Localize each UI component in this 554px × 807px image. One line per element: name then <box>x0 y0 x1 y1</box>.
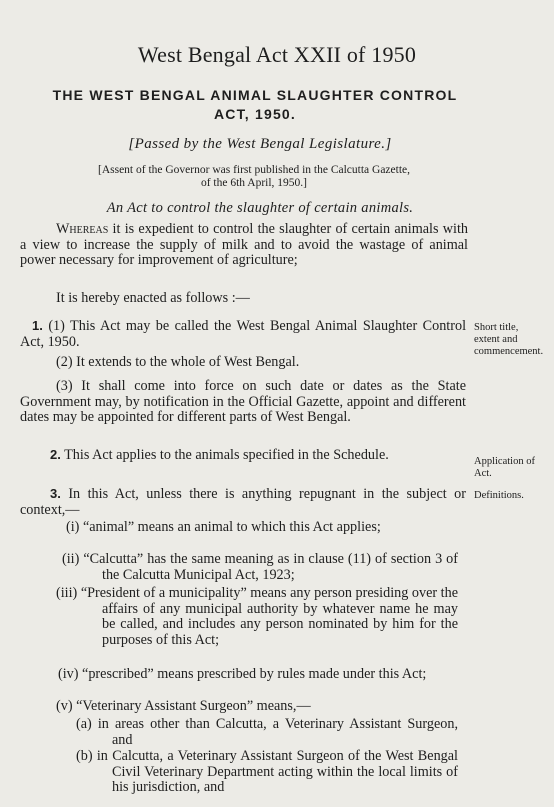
definition-i: (i) “animal” means an animal to which this Act applies; <box>66 519 381 535</box>
section-3-number: 3. <box>50 486 61 501</box>
section-1-subsection-3: (3) It shall come into force on such date or dates as the State Government may, by notification in the Official Gazette, appoint and different dates may be appointed for different parts of West Bengal. <box>20 378 466 425</box>
section-3-text: In this Act, unless there is anything repugnant in the subject or context,— <box>20 486 466 518</box>
enacting-clause: It is hereby enacted as follows :— <box>56 290 250 306</box>
act-short-title <box>30 86 480 124</box>
section-1-number: 1. <box>32 318 43 333</box>
section-1-subsection-1 <box>20 318 466 350</box>
preamble-text: it is expedient to control the slaughter of certain animals with a view to increase the supply of milk and to avoid the wastage of animal power necessary for improvement of agriculture; <box>20 221 468 268</box>
marginal-note-section-2: Application of Act. <box>474 456 535 479</box>
definition-v-a: (a) in areas other than Calcutta, a Veterinary Assistant Surgeon, and <box>76 716 458 748</box>
act-number-heading: West Bengal Act XXII of 1950 <box>137 42 417 67</box>
definition-ii: (ii) “Calcutta” has the same meaning as in clause (11) of section 3 of the Calcutta Municipal Act, 1923; <box>62 551 458 583</box>
long-title: An Act to control the slaughter of certain animals. <box>106 200 414 216</box>
passed-note: [Passed by the West Bengal Legislature.] <box>128 136 392 152</box>
definition-iii: (iii) “President of a municipality” means any person presiding over the affairs of any municipal authority by whatever name he may be called, and includes any person nominated by him for the purposes of this Act; <box>56 585 458 648</box>
definition-v-b: (b) in Calcutta, a Veterinary Assistant Surgeon of the West Bengal Civil Veterinary Department acting within the local limits of his jurisdiction, and <box>76 748 458 795</box>
assent-line-1: [Assent of the Governor was first published in the Calcutta Gazette, <box>97 164 410 176</box>
short-title-line-1: THE WEST BENGAL ANIMAL SLAUGHTER CONTROL <box>52 87 458 103</box>
definition-iv: (iv) “prescribed” means prescribed by rules made under this Act; <box>58 666 427 682</box>
section-2-text: This Act applies to the animals specified in the Schedule. <box>64 447 389 463</box>
marginal-note-section-3: Definitions. <box>474 490 524 501</box>
assent-note <box>34 164 474 190</box>
preamble <box>20 222 468 269</box>
short-title-line-2: ACT, 1950. <box>213 106 297 122</box>
definition-v: (v) “Veterinary Assistant Surgeon” means,— <box>56 698 311 714</box>
section-2 <box>20 447 466 464</box>
section-2-number: 2. <box>50 447 61 462</box>
section-1-subsection-2: (2) It extends to the whole of West Bengal. <box>56 354 300 370</box>
section-3 <box>20 486 466 518</box>
marginal-note-section-1: Short title, extent and commencement. <box>474 322 544 357</box>
section-1-sub1-text: (1) This Act may be called the West Bengal Animal Slaughter Control Act, 1950. <box>20 318 467 350</box>
assent-line-2: of the 6th April, 1950.] <box>200 177 308 189</box>
preamble-whereas: Whereas <box>56 221 109 237</box>
